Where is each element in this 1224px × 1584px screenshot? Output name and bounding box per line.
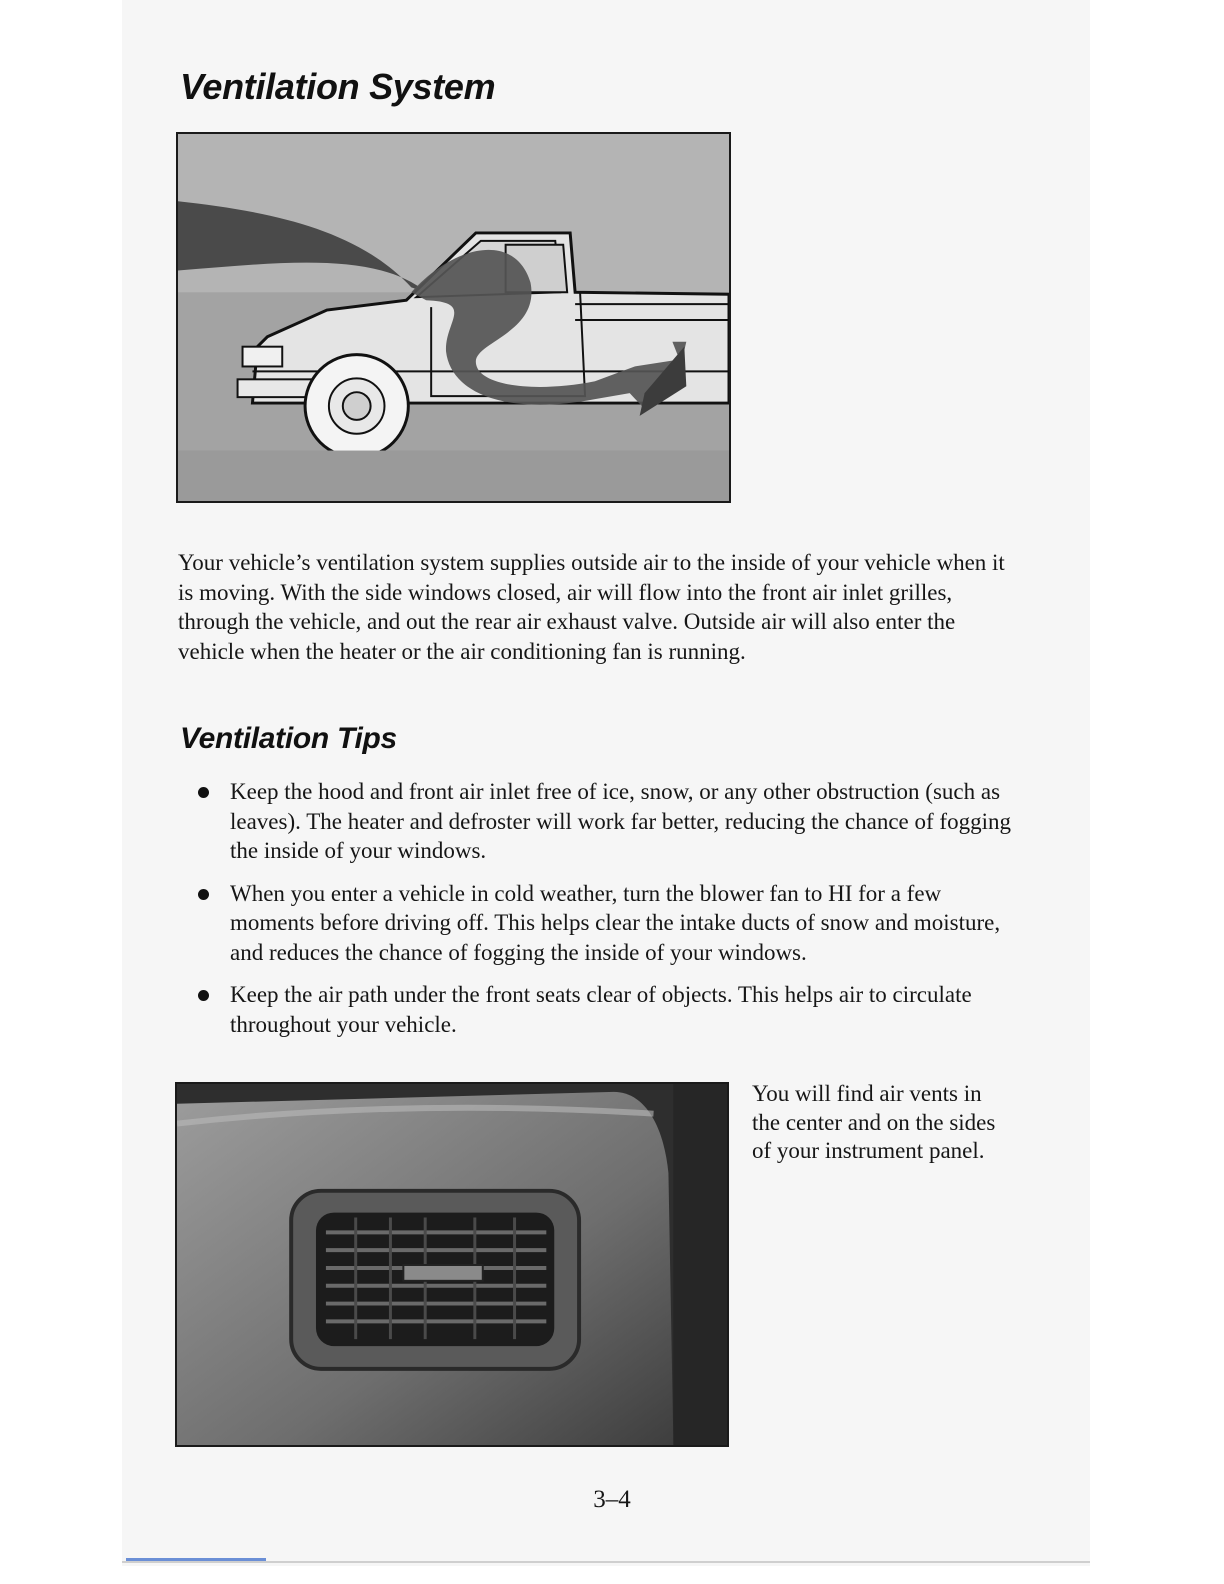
tips-list [196, 777, 1016, 1052]
tip-item [196, 777, 1016, 866]
page-edge [122, 1561, 1090, 1563]
page-number-text: 3–4 [593, 1486, 631, 1513]
bullet-icon [198, 787, 209, 798]
tip-text: Keep the air path under the front seats clear of objects. This helps air to circulate throughout your vehicle. [230, 982, 972, 1037]
tip-item [196, 980, 1016, 1039]
tips-heading: Ventilation Tips [180, 722, 397, 755]
tip-item [196, 879, 1016, 968]
page-edge-accent [126, 1558, 266, 1561]
ventilation-airflow-illustration [176, 132, 731, 503]
air-vent-drawing [177, 1084, 727, 1445]
bullet-icon [198, 889, 209, 900]
vent-caption: You will find air vents in the center and on the sides of your instrument panel. [752, 1081, 996, 1163]
bullet-icon [198, 990, 209, 1001]
tip-text: When you enter a vehicle in cold weather, turn the blower fan to HI for a few moments before driving off. This helps clear the intake ducts of snow and moisture, and reduces the chance of fogging the inside of your windows. [230, 880, 1001, 965]
section-title: Ventilation System [180, 66, 496, 107]
intro-paragraph: Your vehicle’s ventilation system supplies outside air to the inside of your vehicle when it is moving. With the side windows closed, air will flow into the front air inlet grilles, through the vehicle, and out the rear air exhaust valve. Outside air will also enter the vehicle when the heater or the air conditioning fan is running. [178, 550, 1005, 664]
truck-airflow-drawing [178, 134, 729, 501]
page-number [0, 1485, 1224, 1515]
tip-text: Keep the hood and front air inlet free of ice, snow, or any other obstruction (such as leaves). The heater and defroster will work far better, reducing the chance of fogging the inside of your windows. [230, 779, 1011, 863]
air-vent-photo [175, 1082, 729, 1447]
